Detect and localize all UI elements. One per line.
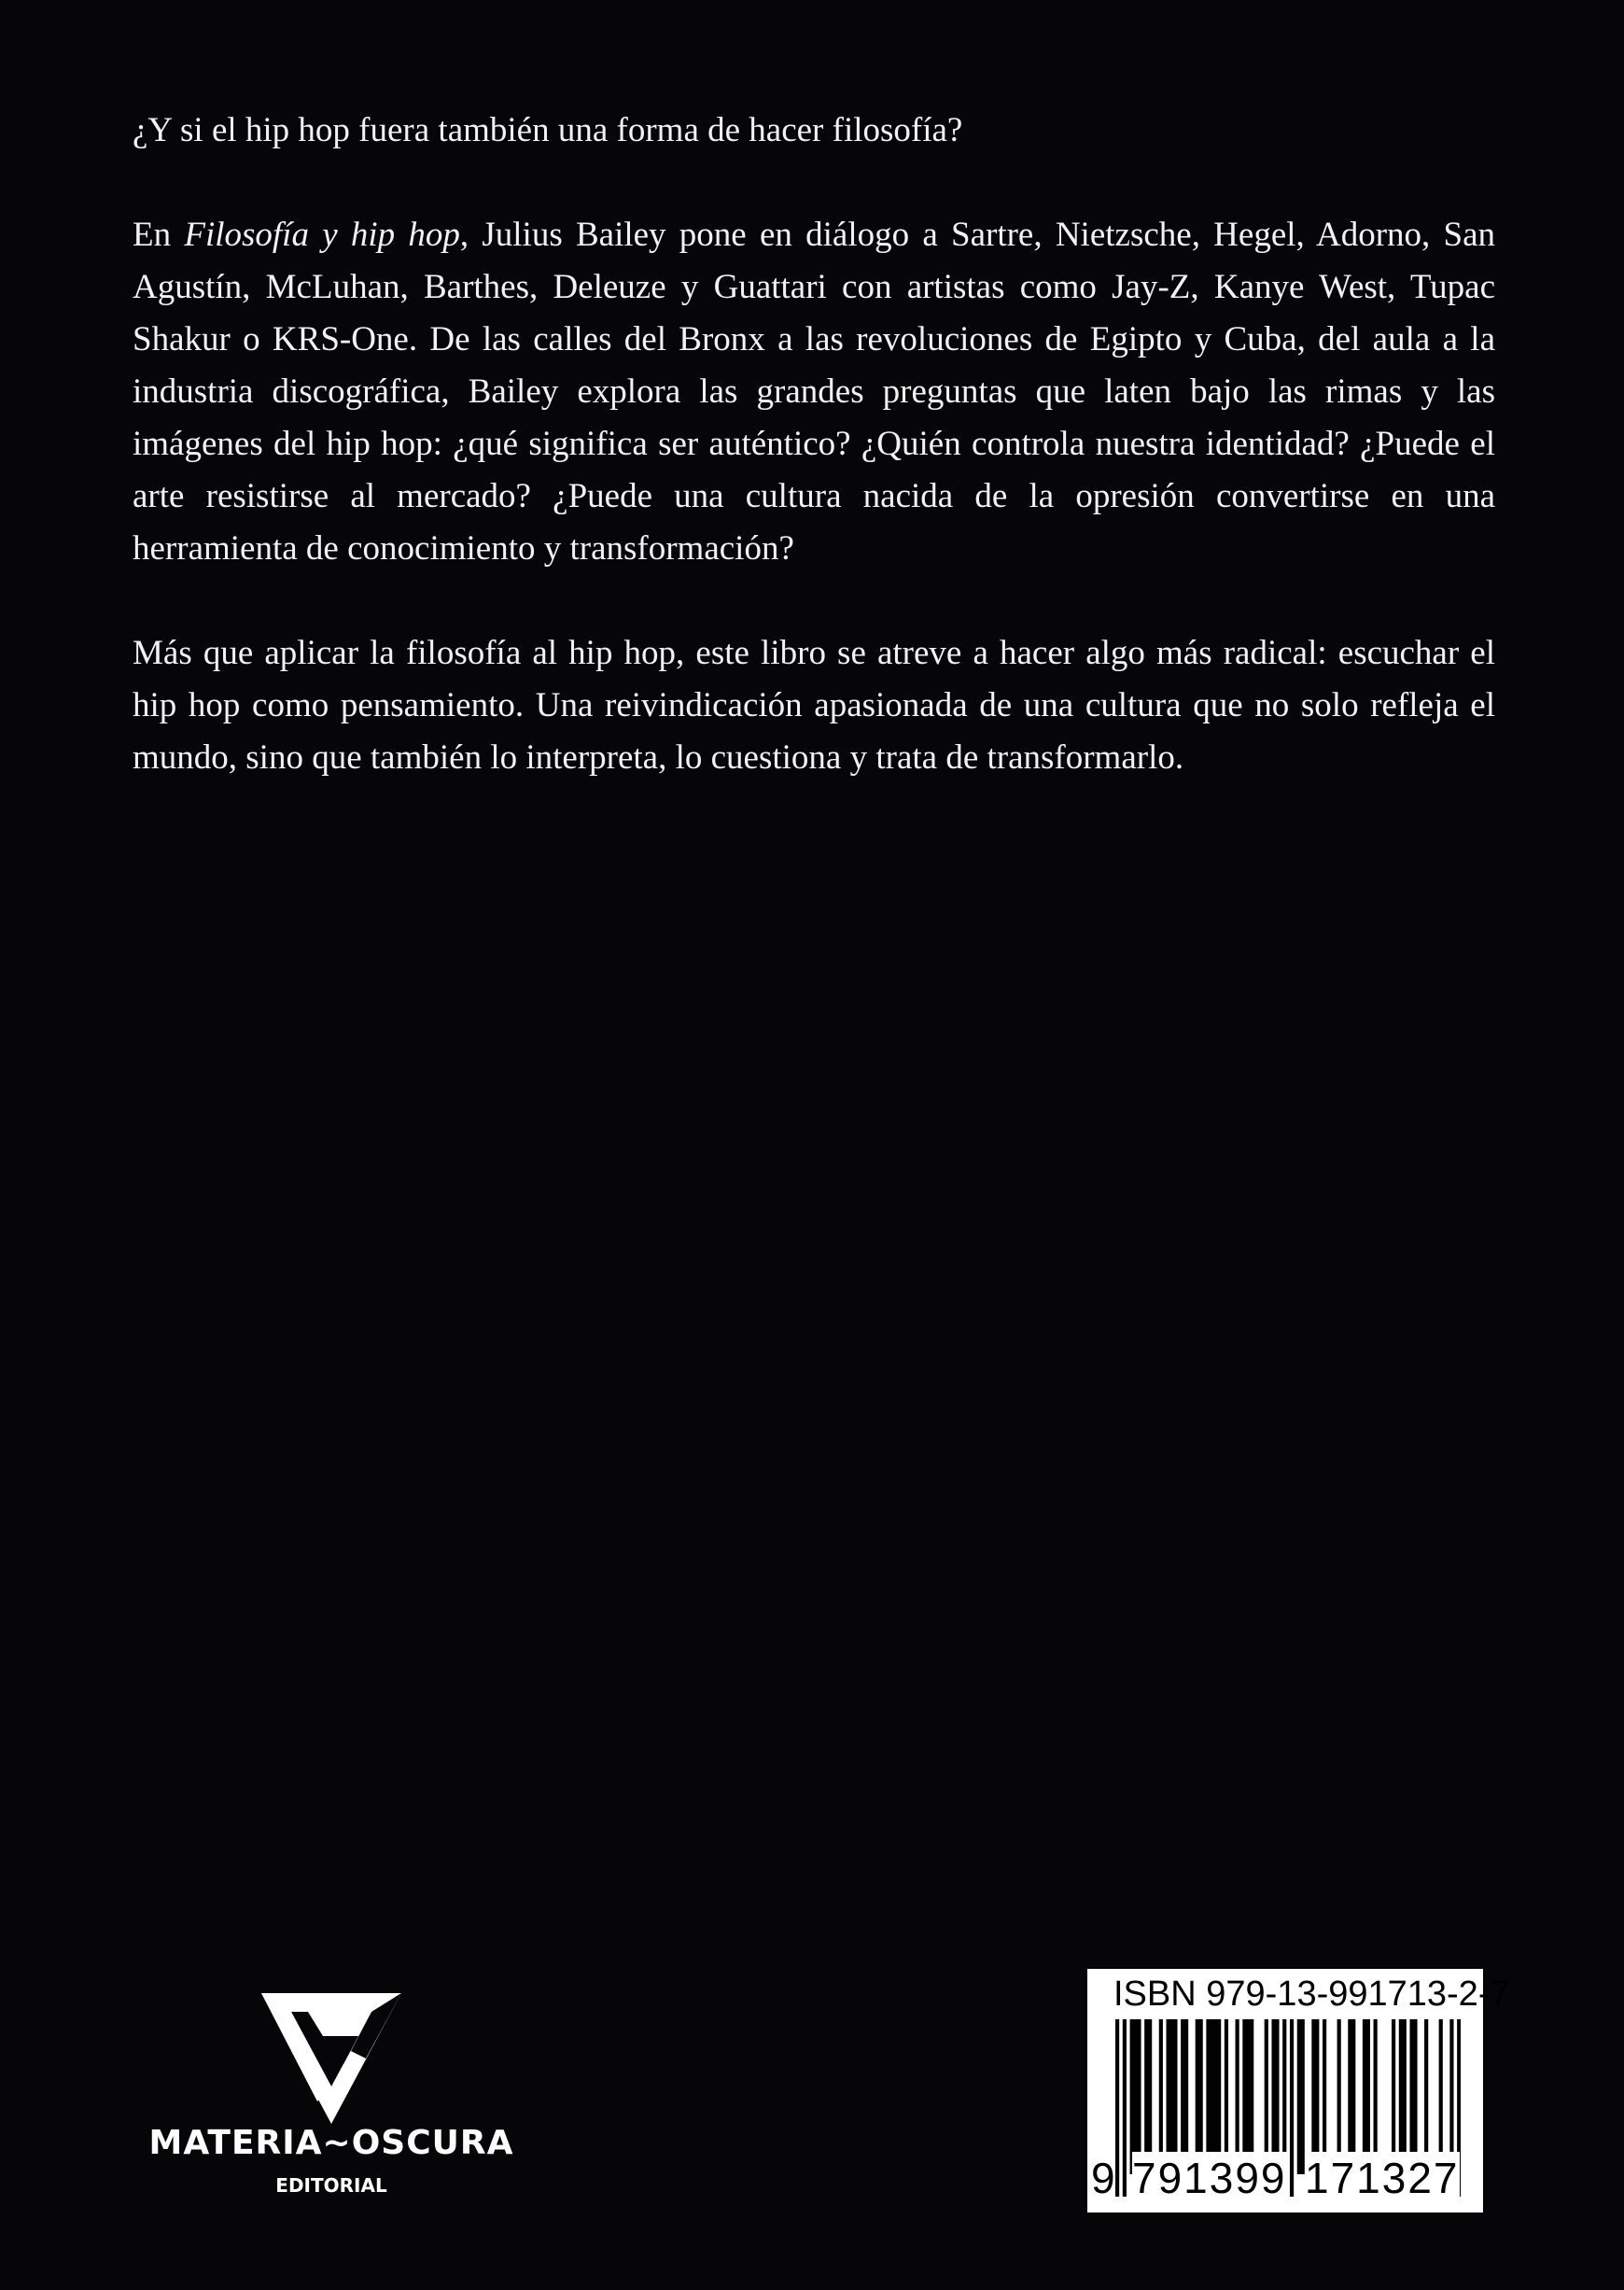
synopsis-paragraph-main [133, 209, 1495, 575]
triangle-v-logo-icon [261, 1993, 401, 2128]
synopsis-closing: Más que aplicar la filosofía al hip hop, este libro se atreve a hacer algo más radical: escuchar el hip hop como pensamiento. Una reivindicación apasionada de una cultura que no solo refleja el mundo, sino que también lo interpreta, lo cuestiona y trata de transformarlo. [133, 634, 1495, 777]
book-title: Filosofía y hip hop [184, 216, 460, 254]
publisher-name: MATERIA~OSCURA [148, 2124, 514, 2162]
synopsis [133, 105, 1495, 836]
barcode-lead-digit: 9 [1091, 2154, 1115, 2202]
synopsis-lead: En [133, 216, 185, 254]
synopsis-body: , Julius Bailey pone en diálogo a Sartre, Nietzsche, Hegel, Adorno, San Agustín, McLuhan, Barthes, Deleuze y Guattari con artistas como Jay-Z, Kanye West, Tupac Shakur o KRS-One. De las calles del Bronx a las revoluciones de Egipto y Cuba, del aula a la industria discográfica, Bailey explora las grandes preguntas que laten bajo las rimas y las imágenes del hip hop: ¿qué significa ser auténtico? ¿Quién controla nuestra identidad? ¿Puede el arte resistirse al mercado? ¿Puede una cultura nacida de la opresión convertirse en una herramienta de conocimiento y transformación? [133, 216, 1496, 568]
barcode-digits [1087, 2152, 1487, 2208]
isbn-label: ISBN 979-13-991713-2-7 [1113, 1974, 1510, 2014]
isbn-barcode [1085, 1967, 1510, 2214]
synopsis-question: ¿Y si el hip hop fuera también una forma de hacer filosofía? [133, 111, 963, 149]
publisher-logo [131, 1993, 532, 2199]
publisher-subtitle: EDITORIAL [275, 2174, 387, 2197]
barcode-left-group: 791399 [1132, 2154, 1287, 2202]
barcode-right-group: 171327 [1305, 2154, 1460, 2202]
